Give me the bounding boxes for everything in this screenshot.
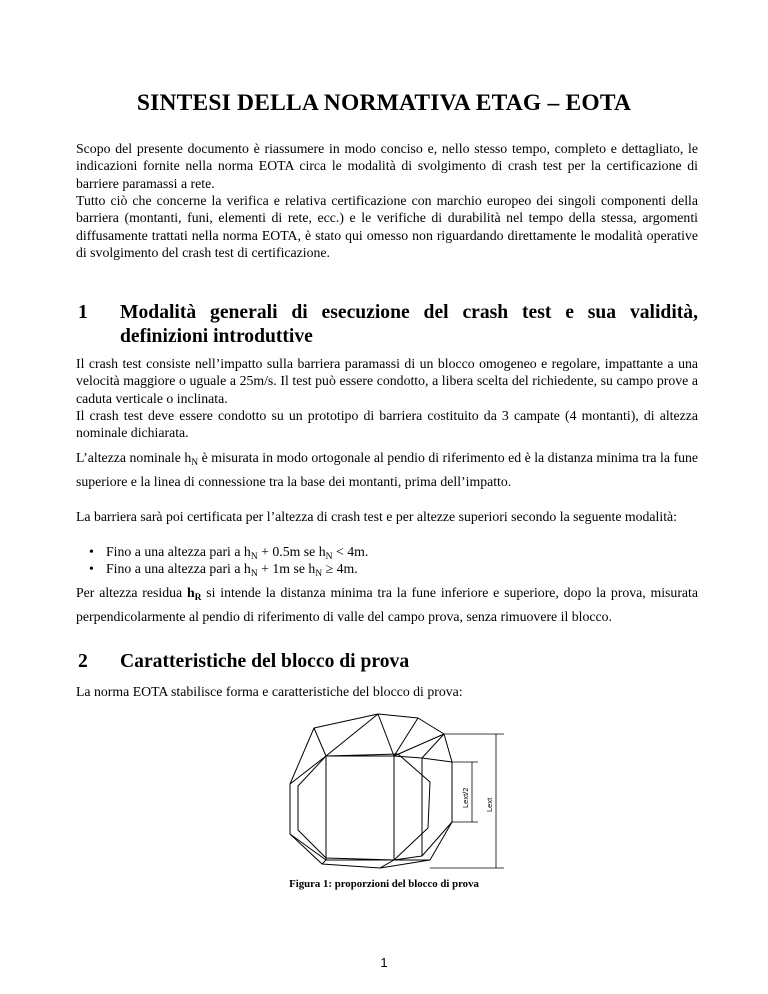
figure-caption: Figura 1: proporzioni del blocco di prova [289,878,479,890]
section-1-paragraph-3: L’altezza nominale $h_N$ è misurata in modo ortogonale al pendio di riferimento ed è la distanza minima tra la fune superiore e la linea di connessione tra la base dei montanti, prima dell’impatto. [76,450,698,489]
section-1-heading [76,301,698,349]
section-2-heading [76,650,698,674]
intro-paragraph-1: Scopo del presente documento è riassumere in modo conciso e, nello stesso tempo, completo e dettagliato, le indicazioni fornite nella norma EOTA circa le modalità di svolgimento di crash test per la certificazione di barriere paramassi a rete. [76,141,698,191]
page-number: 1 [380,955,388,970]
certification-bullet-list [76,543,698,578]
section-2-paragraph-1: La norma EOTA stabilisce forma e caratteristiche del blocco di prova: [76,684,463,699]
section-1-paragraph-4: La barriera sarà poi certificata per l’altezza di crash test e per altezze superiori secondo la seguente modalità: [76,509,677,524]
section-1-title: Modalità generali di esecuzione del crash test e sua validità, definizioni introduttive [120,302,698,347]
list-item: • Fino a una altezza pari a $h_N + 1m$ se $h_N \ge 4m$. [89,561,358,580]
dimension-label-half: Lext/2 [461,787,470,808]
polyhedron-block [290,714,452,868]
section-1-number: 1 [78,302,88,323]
section-1-paragraph-1: Il crash test consiste nell’impatto sulla barriera paramassi di un blocco omogeneo e regolare, impattante a una velocità maggiore o uguale a 25m/s. Il test può essere condotto, a libera scelta del richiedente, su campo prove a caduta verticale o inclinata. [76,356,698,406]
intro-paragraph-2: Tutto ciò che concerne la verifica e relativa certificazione con marchio europeo dei singoli componenti della barriera (montanti, funi, elementi di rete, ecc.) e le verifiche di durabilità nel tempo della stessa, argomenti diffusamente trattati nella norma EOTA, è stato qui omesso non riguardando direttamente le modalità operative di svolgimento del crash test di certificazione. [76,193,698,261]
test-block-drawing [282,708,510,876]
section-2-title: Caratteristiche del blocco di prova [120,651,410,672]
dimension-label-full: Lext [485,797,494,812]
section-2-number: 2 [78,651,88,672]
section-1-paragraph-2: Il crash test deve essere condotto su un prototipo di barriera costituito da 3 campate (4 montanti), di altezza nominale dichiarata. [76,408,698,441]
bullet-dot-icon: • [89,544,94,559]
section-1-paragraph-5: Per altezza residua $h_R$ si intende la distanza minima tra la fune inferiore e superiore, dopo la prova, misurata perpendicolarmente al pendio di riferimento di valle del campo prova, senza rimuovere il blocco. [76,585,698,624]
document-title: SINTESI DELLA NORMATIVA ETAG – EOTA [136,90,632,116]
bullet-dot-icon: • [89,561,94,577]
list-item: • Fino a una altezza pari a $h_N + 0.5m$ se $h_N < 4m$. [89,544,369,562]
